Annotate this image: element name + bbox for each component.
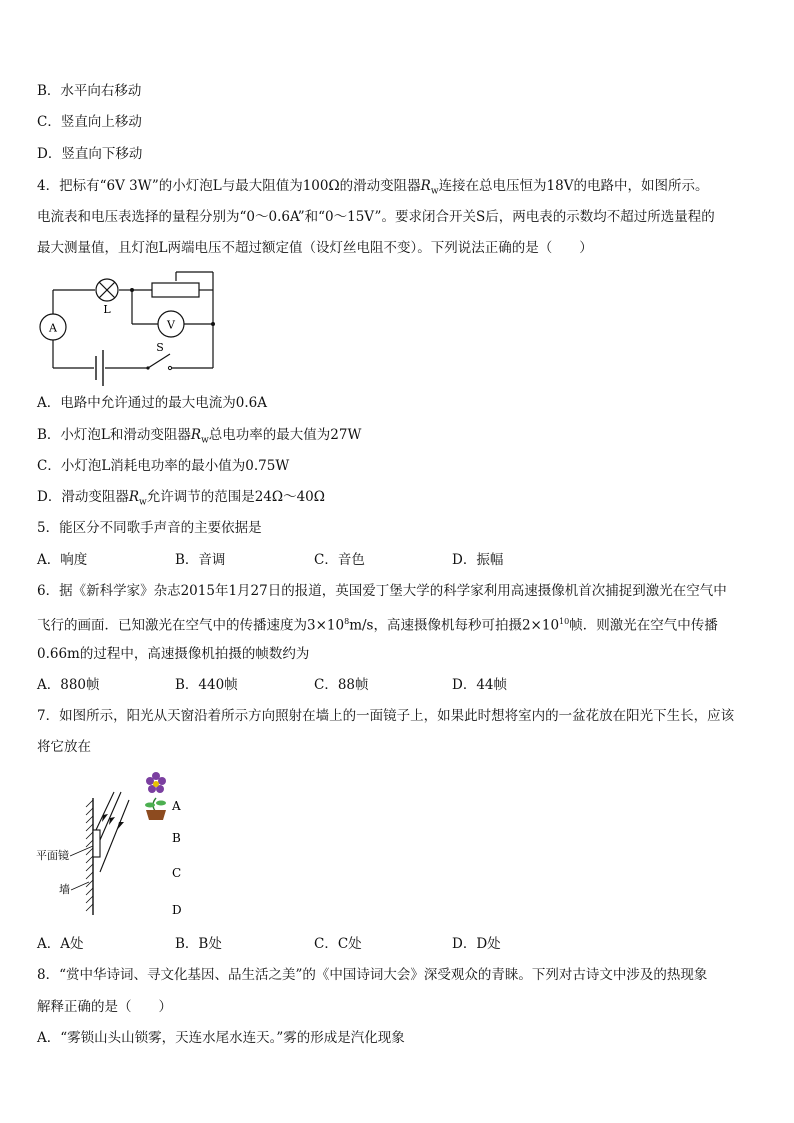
q5-option-a: A．响度 <box>37 552 88 568</box>
q3-option-b: B．水平向右移动 <box>37 83 142 99</box>
flower-pot-icon <box>145 772 166 820</box>
q4-option-c: C．小灯泡L消耗电功率的最小值为0.75W <box>37 458 290 474</box>
q4-stem-line3: 最大测量值，且灯泡L两端电压不超过额定值（设灯丝电阻不变）。下列说法正确的是（ ） <box>37 240 593 256</box>
q3-option-c: C．竖直向上移动 <box>37 114 142 130</box>
q5-option-d: D．振幅 <box>452 552 504 568</box>
switch-label: S <box>156 341 164 354</box>
position-a: A <box>172 799 181 813</box>
q7-option-c: C．C处 <box>314 936 362 952</box>
q7-option-d: D．D处 <box>452 936 501 952</box>
q6-stem-line1: 6．据《新科学家》杂志2015年1月27日的报道，英国爱丁堡大学的科学家利用高速摄像机首次捕捉到激光在空气中 <box>37 583 727 599</box>
q5-stem: 5．能区分不同歌手声音的主要依据是 <box>37 520 262 536</box>
wall-label: 墙 <box>59 883 70 896</box>
q7-stem-line1: 7．如图所示，阳光从天窗沿着所示方向照射在墙上的一面镜子上，如果此时想将室内的一盆花放在阳光下生长，应该 <box>37 708 735 724</box>
q3-option-d: D．竖直向下移动 <box>37 146 143 162</box>
q6-stem-line3: 0.66m的过程中，高速摄像机拍摄的帧数约为 <box>37 646 310 662</box>
q6-option-a: A．880帧 <box>37 677 100 693</box>
q5-option-b: B．音调 <box>175 552 226 568</box>
q4-option-b: B．小灯泡L和滑动变阻器$R_w$总电功率的最大值为27W <box>37 427 362 446</box>
q7-option-b: B．B处 <box>175 936 222 952</box>
position-d: D <box>172 903 182 917</box>
q4-stem-line1: 4．把标有“6V 3W”的小灯泡L与最大阻值为100Ω的滑动变阻器$R_w$连接在总电压恒为18V的电路中，如图所示。 <box>37 178 709 197</box>
q7-option-a: A．A处 <box>37 936 84 952</box>
q6-option-c: C．88帧 <box>314 677 369 693</box>
q8-option-a: A．“雾锁山头山锁雾，天连水尾水连天。”雾的形成是汽化现象 <box>37 1030 405 1046</box>
lamp-label: L <box>103 303 111 316</box>
q4-stem-line2: 电流表和电压表选择的量程分别为“0～0.6A”和“0～15V”。要求闭合开关S后，两电表的示数均不超过所选量程的 <box>37 209 715 225</box>
mirror-label: 平面镜 <box>36 849 69 862</box>
q6-stem-line2: 飞行的画面．已知激光在空气中的传播速度为$3\times 10^8m/s$，高速摄像机每秒可拍摄$2\times 10^{10}$帧．则激光在空气中传播 <box>37 617 718 634</box>
position-b: B <box>172 831 181 845</box>
q8-stem-line1: 8．“赏中华诗词、寻文化基因、品生活之美”的《中国诗词大会》深受观众的青睐。下列对古诗文中涉及的热现象 <box>37 967 708 983</box>
q6-option-b: B．440帧 <box>175 677 238 693</box>
q5-option-c: C．音色 <box>314 552 365 568</box>
q8-stem-line2: 解释正确的是（ ） <box>37 999 172 1015</box>
q4-option-a: A．电路中允许通过的最大电流为0.6A <box>37 395 267 411</box>
svg-text:V: V <box>167 318 175 332</box>
q7-stem-line2: 将它放在 <box>37 739 91 755</box>
q4-option-d: D．滑动变阻器$R_w$允许调节的范围是24Ω～40Ω <box>37 489 325 508</box>
svg-text:A: A <box>49 321 57 335</box>
q6-option-d: D．44帧 <box>452 677 508 693</box>
position-c: C <box>172 866 182 880</box>
